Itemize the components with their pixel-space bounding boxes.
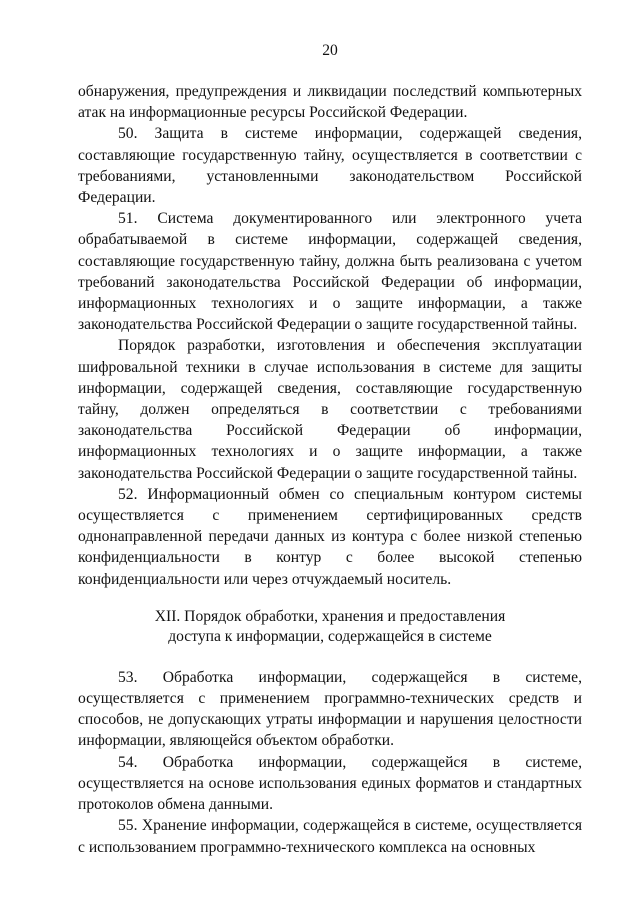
paragraph-51: 51. Система документированного или электронного учета обрабатываемой в системе информации, содержащей сведения, составляющие государственную тайну, должна быть реализована с учетом требований законодательства Российской Федерации об информации, информационных технологиях и о защите информации, а также законодательства Российской Федерации о защите государственной тайны. bbox=[78, 210, 582, 334]
page-number: 20 bbox=[322, 42, 338, 59]
body-before-heading bbox=[78, 81, 582, 590]
section-heading-line-2: доступа к информации, содержащейся в системе bbox=[168, 627, 492, 645]
paragraph-55: 55. Хранение информации, содержащейся в системе, осуществляется с использованием программно-технического комплекса на основных bbox=[78, 817, 582, 856]
section-heading-line-1: XII. Порядок обработки, хранения и предоставления bbox=[154, 607, 506, 625]
paragraph-54: 54. Обработка информации, содержащейся в системе, осуществляется на основе использования единых форматов и стандартных протоколов обмена данными. bbox=[78, 753, 582, 814]
paragraph-51-cipher: Порядок разработки, изготовления и обеспечения эксплуатации шифровальной техники в случае использования в системе для защиты информации, содержащей сведения, составляющие государственную тайну, должен определяться в соответствии с требованиями законодательства Российской Федерации об информации, информационных технологиях и о защите информации, а также законодательства Российской Федерации о защите государственной тайны. bbox=[78, 337, 582, 482]
paragraph-continuation: обнаружения, предупреждения и ликвидации последствий компьютерных атак на информационные ресурсы Российской Федерации. bbox=[78, 83, 582, 122]
paragraph-50: 50. Защита в системе информации, содержащей сведения, составляющие государственную тайну, осуществляется в соответствии с требованиями, установленными законодательством Российской Федерации. bbox=[78, 125, 582, 207]
paragraph-53: 53. Обработка информации, содержащейся в системе, осуществляется с применением программно-технических средств и способов, не допускающих утраты информации и нарушения целостности информации, являющейся объектом обработки. bbox=[78, 668, 582, 750]
paragraph-52: 52. Информационный обмен со специальным контуром системы осуществляется с применением сертифицированных средств однонаправленной передачи данных из контура с более низкой степенью конфиденциальности в контур с более высокой степенью конфиденциальности или через отчуждаемый носитель. bbox=[78, 485, 582, 588]
body-after-heading bbox=[78, 667, 582, 858]
section-heading bbox=[78, 607, 582, 647]
